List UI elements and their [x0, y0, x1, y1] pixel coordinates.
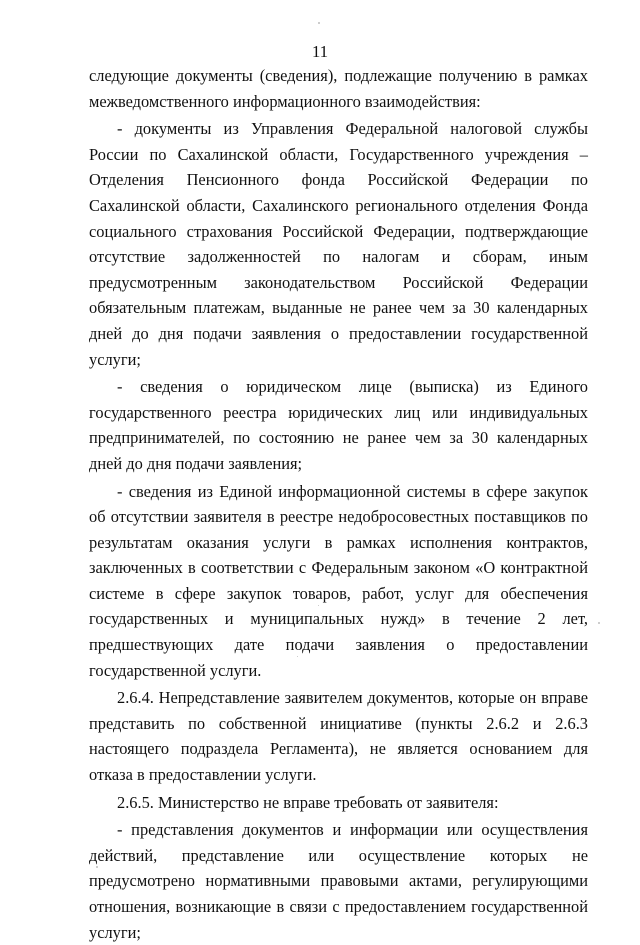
scan-speck: [96, 866, 98, 868]
page-number: 11: [311, 42, 329, 61]
scan-speck: [318, 22, 320, 24]
paragraph-2-6-4: 2.6.4. Непредставление заявителем документов, которые он вправе представить по собственной инициативе (пункты 2.6.2 и 2.6.3 настоящего подраздела Регламента), не является основанием для отказа в предоставлении услуги.: [89, 688, 588, 785]
paragraph-tax-documents: - документы из Управления Федеральной налоговой службы России по Сахалинской области, Государственного учреждения – Отделения Пенсионного фонда Российской Федерации по Сахалинской области, Сахалинского регионального отделения Фонда социального страхования Российской Федерации, подтверждающие отсутствие задолженностей по налогам и сборам, иным предусмотренным законодательством Российской Федерации обязательным платежам, выданные не ранее чем за 30 календарных дней до дня подачи заявления о предоставлении государственной услуги;: [89, 119, 588, 369]
paragraph-legal-entity-extract: - сведения о юридическом лице (выписка) из Единого государственного реестра юридических лиц или индивидуальных предпринимателей, по состоянию не ранее чем за 30 календарных дней до дня подачи заявления;: [89, 377, 588, 473]
paragraph-procurement-registry: - сведения из Единой информационной системы в сфере закупок об отсутствии заявителя в реестре недобросовестных поставщиков по результатам оказания услуги в рамках исполнения контрактов, заключенных в соответствии с Федеральным законом «О контрактной системе в сфере закупок товаров, работ, услуг для обеспечения государственных и муниципальных нужд» в течение 2 лет, предшествующих дате подачи заявления о предоставлении государственной услуги.: [89, 481, 588, 680]
document-body: [89, 63, 588, 945]
paragraph-intro: следующие документы (сведения), подлежащие получению в рамках межведомственного информационного взаимодействия:: [89, 66, 588, 111]
scan-speck: [598, 622, 600, 624]
scan-speck: [318, 605, 319, 606]
paragraph-no-extra-documents: - представления документов и информации или осуществления действий, представление или осуществление которых не предусмотрено нормативными правовыми актами, регулирующими отношения, возникающие в связи с предоставлением государственной услуги;: [89, 820, 588, 942]
scan-speck: [297, 656, 298, 657]
paragraph-2-6-5: 2.6.5. Министерство не вправе требовать от заявителя:: [117, 792, 499, 812]
